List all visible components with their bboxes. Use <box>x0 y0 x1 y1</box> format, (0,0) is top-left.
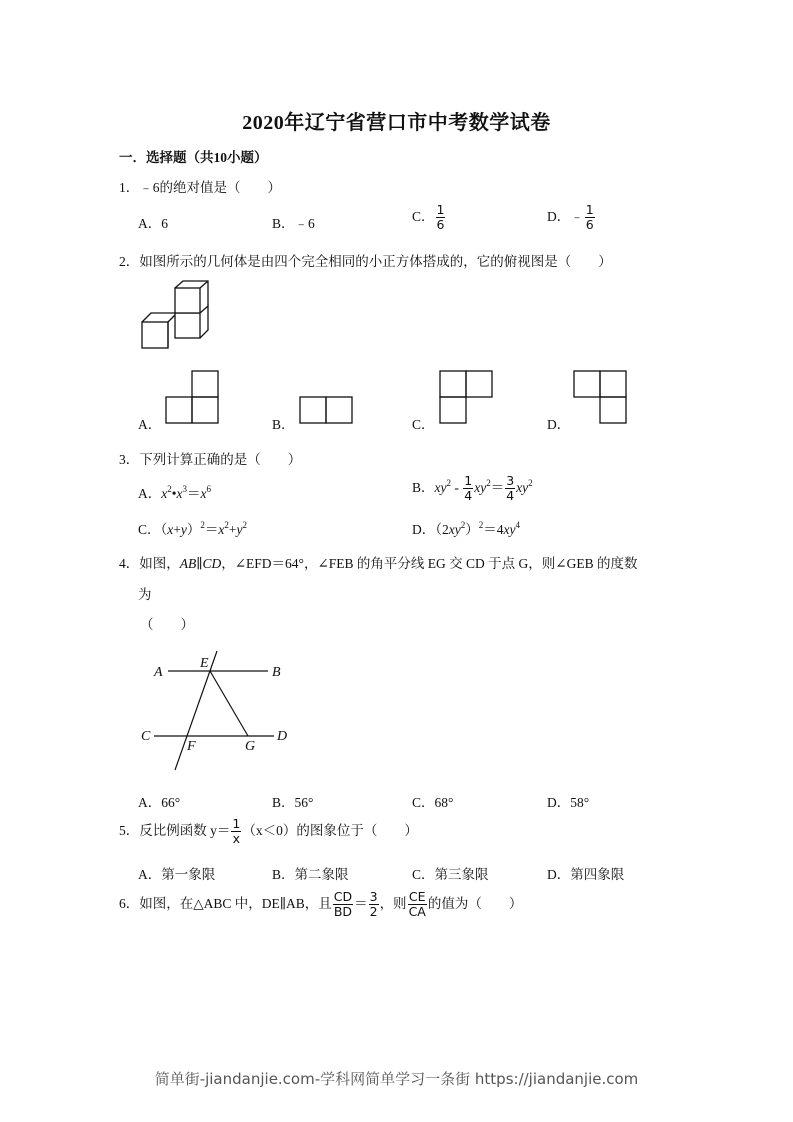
fraction <box>333 890 353 920</box>
option-label: C．（ <box>138 522 168 537</box>
numerator: 3 <box>506 473 515 488</box>
q4-option-d: D．58° <box>547 795 590 810</box>
q3-option-c: C．$(x+y)^2=x^2+y^2$ <box>138 520 248 537</box>
section-heading: 一．选择题（共10小题） <box>119 150 268 165</box>
question-2-stem: 2．如图所示的几何体是由四个完全相同的小正方体搭成的，它的俯视图是（ ） <box>119 254 612 269</box>
q4-option-c: C．68° <box>412 795 454 810</box>
q3-option-d: D．$(2xy^2)^2=4xy^4$ <box>412 520 520 537</box>
label-f: F <box>187 739 196 754</box>
fraction <box>585 203 595 233</box>
stem-mid: ，则 <box>379 895 407 911</box>
numerator: 1 <box>585 202 594 217</box>
denominator: 2 <box>369 904 378 920</box>
fraction <box>231 817 241 847</box>
q4-option-a: A．66° <box>138 795 181 810</box>
q1-option-b: B．﹣6 <box>272 216 315 231</box>
label-d: D <box>277 729 288 744</box>
q3-option-a: A．$x^2•x^3=x^6$ <box>138 484 211 501</box>
q2-option-a-figure <box>166 370 221 424</box>
footer-watermark: 简单街-jiandanjie.com-学科网简单学习一条街 https://jiandanjie.com <box>154 1070 639 1088</box>
numerator: 1 <box>464 473 473 488</box>
stem-prefix: 4．如图， <box>119 556 180 571</box>
numerator: CD <box>333 889 353 904</box>
q2-option-b-figure <box>300 396 355 424</box>
q3-option-b: B．$xy^2$ - $\frac{1}{4}$ $xy^2=$ $\frac{3}{4}$ $xy^2$ <box>412 473 533 504</box>
q2-option-d-figure <box>574 370 629 424</box>
stem-prefix: 5．反比例函数 y＝ <box>119 822 231 838</box>
cube-solid-figure <box>140 280 215 350</box>
question-5-stem <box>119 817 418 847</box>
stem-prefix: 6．如图，在△ABC 中，DE∥AB，且 <box>119 895 332 911</box>
q2-option-d: D． <box>547 417 571 432</box>
q5-option-a: A．第一象限 <box>138 867 216 882</box>
numerator: CE <box>408 889 426 904</box>
label-c: C <box>141 729 151 744</box>
q4-option-b: B．56° <box>272 795 314 810</box>
option-label: D．（ <box>412 522 442 537</box>
fraction <box>436 203 446 233</box>
q2-option-c: C． <box>412 417 435 432</box>
option-label: B． <box>412 479 435 495</box>
option-label: C． <box>412 208 435 224</box>
denominator: CA <box>408 904 426 920</box>
q2-option-c-figure <box>440 370 495 424</box>
numerator: 1 <box>436 202 445 217</box>
denominator: 6 <box>436 217 445 233</box>
denominator: 4 <box>464 488 473 504</box>
equals: ＝ <box>354 895 368 911</box>
page-title: 2020年辽宁省营口市中考数学试卷 <box>242 112 551 134</box>
option-label: D．﹣ <box>547 208 584 224</box>
label-a: A <box>154 665 163 680</box>
numerator: 1 <box>232 816 241 831</box>
question-4-stem <box>119 552 637 572</box>
label-g: G <box>245 739 256 754</box>
numerator: 3 <box>369 889 378 904</box>
question-4-stem-line2: 为 <box>138 587 152 602</box>
parallel-lines-figure <box>140 650 300 775</box>
q1-option-a: A．6 <box>138 216 168 231</box>
q5-option-c: C．第三象限 <box>412 867 489 882</box>
fraction <box>463 474 473 504</box>
option-label: A． <box>138 486 162 501</box>
q1-option-d <box>547 203 596 233</box>
denominator: 6 <box>585 217 594 233</box>
fraction <box>505 474 515 504</box>
denominator: x <box>232 831 241 847</box>
label-b: B <box>272 665 281 680</box>
question-1-stem: 1．﹣6的绝对值是（ ） <box>119 180 281 195</box>
question-3-stem: 3．下列计算正确的是（ ） <box>119 452 302 467</box>
denominator: 4 <box>506 488 515 504</box>
denominator: BD <box>333 904 353 920</box>
fraction <box>369 890 379 920</box>
q5-option-d: D．第四象限 <box>547 867 625 882</box>
q5-option-b: B．第二象限 <box>272 867 349 882</box>
stem-suffix: 的值为（ ） <box>427 895 523 911</box>
stem-suffix: （x＜0）的图象位于（ ） <box>242 822 418 838</box>
question-4-answer-blank: （ ） <box>140 617 194 632</box>
q2-option-b: B． <box>272 417 295 432</box>
question-6-stem <box>119 890 522 920</box>
fraction <box>408 890 427 920</box>
q2-option-a: A． <box>138 417 162 432</box>
label-e: E <box>200 656 209 671</box>
parallel-statement: AB∥CD <box>179 556 222 571</box>
q1-option-c <box>412 203 446 233</box>
stem-rest: ，∠EFD＝64°，∠FEB 的角平分线 EG 交 CD 于点 G，则∠GEB 的度数 <box>221 556 638 571</box>
